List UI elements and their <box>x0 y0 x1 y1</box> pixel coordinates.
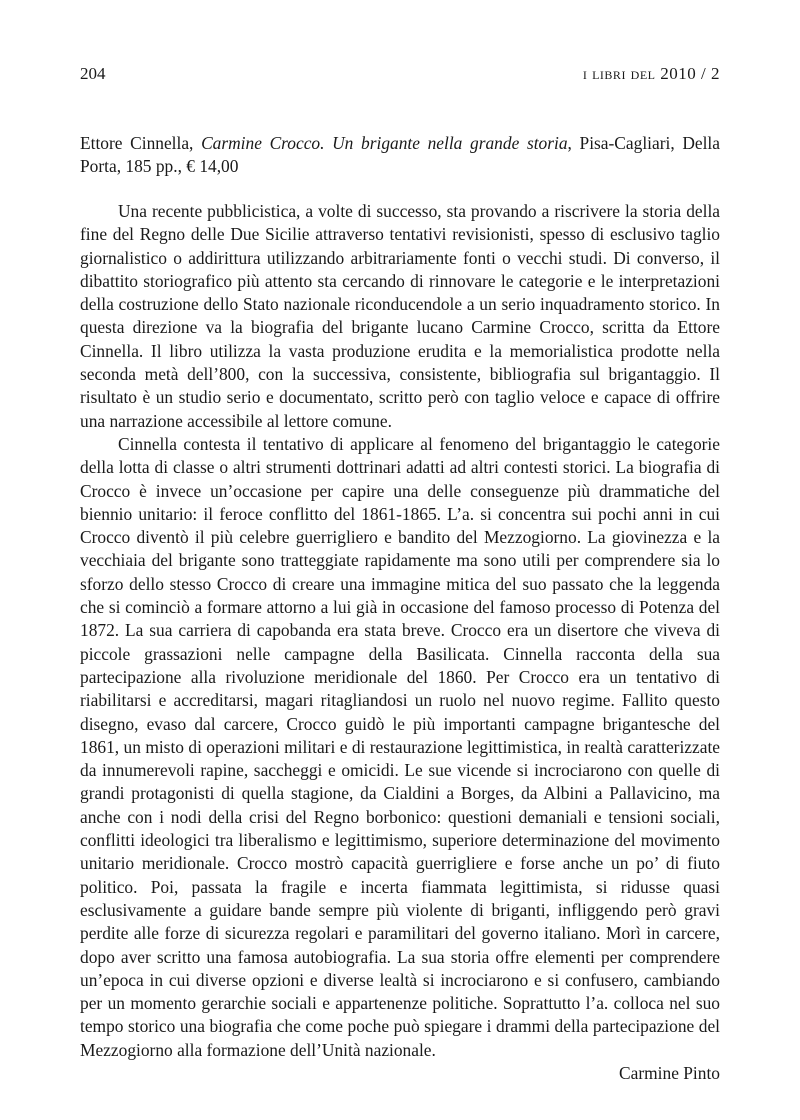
book-citation <box>80 132 720 177</box>
review-paragraph: Cinnella contesta il tentativo di applicare al fenomeno del brigantaggio le categorie della lotta di classe o altri strumenti dottrinari adatti ad altri contesti storici. La biografia di Crocco è invece un’occasione per capire una delle conseguenze più drammatiche del biennio unitario: il feroce conflitto del 1861-1865. L’a. si concentra sui pochi anni in cui Crocco diventò il più celebre guerrigliero e bandito del Mezzogiorno. La giovinezza e la vecchiaia del brigante sono tratteggiate rapidamente ma sono utili per comprendere sia lo sforzo dello stesso Crocco di creare una immagine mitica del suo passato che la leggenda che si cominciò a formare attorno a lui già in occasione del famoso processo di Potenza del 1872. La sua carriera di capobanda era stata breve. Crocco era un disertore che viveva di piccole grassazioni nelle campagne della Basilicata. Cinnella racconta della sua partecipazione alla rivoluzione meridionale del 1860. Per Crocco era un tentativo di riabilitarsi e accreditarsi, magari ritagliandosi un ruolo nel nuovo regime. Fallito questo disegno, evaso dal carcere, Crocco guidò le più importanti campagne brigantesche del 1861, un misto di operazioni militari e di restaurazione legittimistica, in realtà caratterizzate da innumerevoli rapine, saccheggi e omicidi. Le sue vicende si incrociarono con quelle di grandi protagonisti di quella stagione, da Cialdini a Borges, da Albini a Pallavicino, ma anche con i nodi della crisi del Regno borbonico: questioni demaniali e tensioni sociali, conflitti ideologici tra liberalismo e legittimismo, superiore determinazione del movimento unitario meridionale. Crocco mostrò capacità guerrigliere e forse anche un po’ di fiuto politico. Poi, passata la fragile e incerta fiammata legittimista, si ridusse quasi esclusivamente a guidare bande sempre più violente di briganti, infliggendo però gravi perdite alle forze di sicurezza regolari e paramilitari del governo italiano. Morì in carcere, dopo aver scritto una famosa autobiografia. La sua storia offre elementi per comprendere un’epoca in cui diverse opzioni e diverse lealtà si incrociarono e si confusero, cambiando per un momento gerarchie sociali e appartenenze politiche. Soprattutto l’a. colloca nel suo tempo storico una biografia che come poche può spiegare i drammi della partecipazione del Mezzogiorno alla formazione dell’Unità nazionale. <box>80 433 720 1060</box>
review-signature: Carmine Pinto <box>619 1062 720 1083</box>
citation-title: Carmine Crocco. Un brigante nella grande storia <box>201 133 568 153</box>
page-number: 204 <box>80 64 106 83</box>
page-header <box>80 64 720 84</box>
running-title: i libri del 2010 / 2 <box>582 64 720 83</box>
review-body <box>80 200 720 1085</box>
citation-author: Ettore Cinnella, <box>80 133 202 153</box>
citation-details: , Pisa-Cagliari, Della Porta, 185 pp., € 14,00 <box>80 133 720 176</box>
review-paragraph: Una recente pubblicistica, a volte di successo, sta provando a riscrivere la storia della fine del Regno delle Due Sicilie attraverso tentativi revisionisti, spesso di esclusivo taglio giornalistico o addirittura utilizzando arbitrariamente fonti o vecchi studi. Di converso, il dibattito storiografico più attento sta cercando di rinnovare le categorie e le interpretazioni della costruzione dello Stato nazionale riconducendole a un serio inquadramento storico. In questa direzione va la biografia del brigante lucano Carmine Crocco, scritta da Ettore Cinnella. Il libro utilizza la vasta produzione erudita e la memorialistica prodotte nella seconda metà dell’800, con la successiva, consistente, bibliografia sul brigantaggio. Il risultato è un studio serio e documentato, scritto però con taglio veloce e capace di offrire una narrazione accessibile al lettore comune. <box>80 201 720 431</box>
